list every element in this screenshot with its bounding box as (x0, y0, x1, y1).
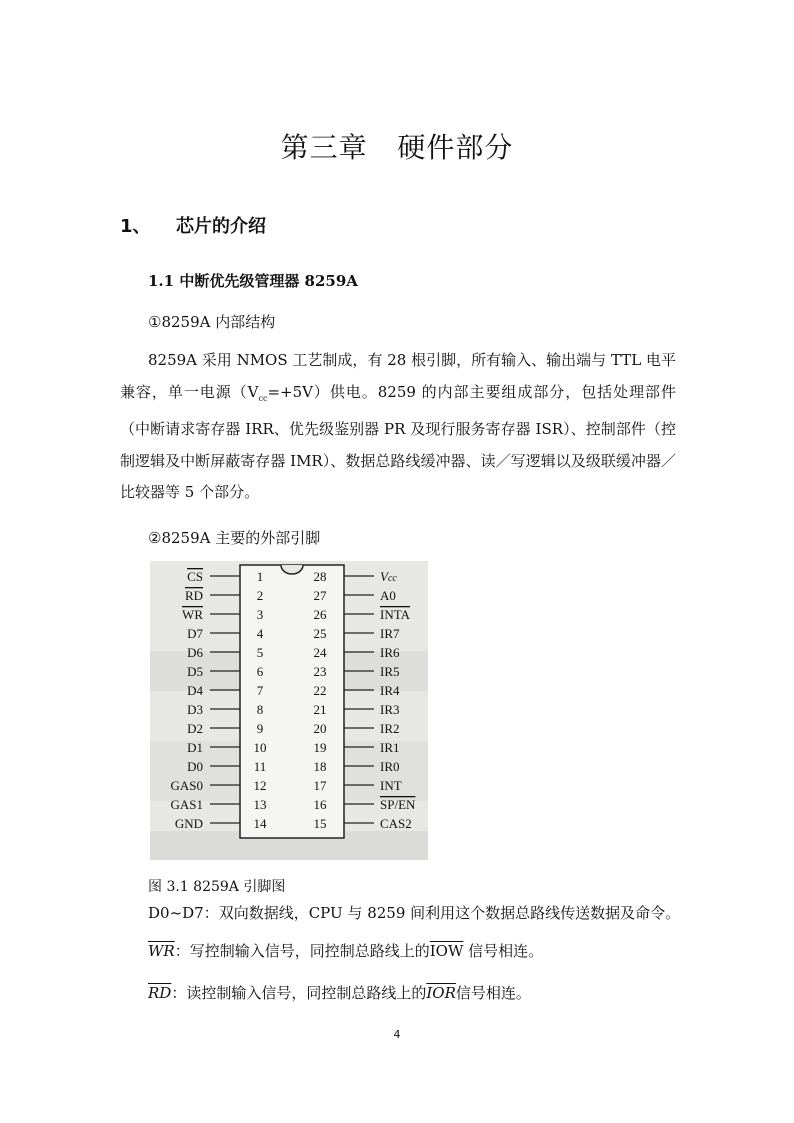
pin-number: 15 (313, 816, 327, 831)
pin-number: 4 (256, 626, 264, 641)
pin-name: D5 (187, 664, 203, 679)
item2-heading: ②8259A 主要的外部引脚 (148, 529, 321, 547)
pin-number: 14 (253, 816, 267, 831)
pin-number: 24 (313, 645, 327, 660)
pin-name: D3 (187, 702, 203, 717)
pin-number: 17 (313, 778, 327, 793)
rd-signal-name: $\overline{RD}$ (148, 984, 172, 1002)
iow-signal-name: $\overline{IOW}$ (429, 942, 464, 960)
pinout-figure (150, 561, 428, 860)
pin-name: Vcc (380, 569, 397, 584)
pin-number: 21 (313, 702, 327, 717)
pin-number: 1 (256, 569, 264, 584)
pin-name: IR1 (380, 740, 400, 755)
page-number: 4 (393, 1028, 401, 1041)
pin-name: SP/EN (380, 797, 416, 812)
pin-name: IR6 (380, 645, 400, 660)
pin-name: CS (187, 569, 203, 584)
pin-name: IR0 (380, 759, 400, 774)
pin-number: 20 (313, 721, 327, 736)
desc-data-lines: D0~D7：双向数据线，CPU 与 8259 间利用这个数据总路线传送数据及命令。 (148, 904, 681, 922)
pin-number: 18 (313, 759, 327, 774)
pin-number: 7 (256, 683, 264, 698)
pin-number: 13 (253, 797, 267, 812)
pin-number: 3 (256, 607, 264, 622)
pin-name: CAS2 (380, 816, 412, 831)
pin-number: 2 (256, 588, 264, 603)
structure-paragraph: 8259A 采用 NMOS 工艺制成，有 28 根引脚，所有输入、输出端与 TTL 电平兼容，单一电源$(V_{cc}=+5V)$供电。8259 的内部主要组成部分，包括处理部件（中断请求寄存器 IRR、优先级鉴别器 PR 及现行服务寄存器 ISR）、控制部件（控制逻辑及中断屏蔽寄存器 IMR）、数据总路线缓冲器、读／写逻辑以及级联缓冲器／比较器等 5 个部分。 (120, 351, 676, 501)
pin-number: 19 (313, 740, 327, 755)
subsection-title: 1.1 中断优先级管理器 8259A (148, 272, 358, 290)
section-number: 1、 (120, 216, 151, 237)
pin-name: GND (174, 816, 203, 831)
pin-name: IR5 (380, 664, 400, 679)
pin-number: 22 (313, 683, 327, 698)
pin-number: 26 (313, 607, 327, 622)
pin-name: IR4 (380, 683, 400, 698)
pin-number: 12 (253, 778, 267, 793)
pin-number: 16 (313, 797, 327, 812)
pin-name: GAS1 (170, 797, 203, 812)
pin-number: 28 (313, 569, 327, 584)
pin-name: RD (184, 588, 203, 603)
pin-name: D6 (187, 645, 203, 660)
ior-signal-name: $\overline{IOR}$ (426, 984, 456, 1002)
pin-name: D7 (187, 626, 203, 641)
pin-name: D1 (187, 740, 203, 755)
pin-name: D2 (187, 721, 203, 736)
pin-number: 25 (313, 626, 327, 641)
pin-number: 6 (256, 664, 264, 679)
pin-number: 27 (313, 588, 327, 603)
pinout-diagram (150, 561, 428, 860)
pin-name: INT (380, 778, 402, 793)
pin-number: 10 (253, 740, 267, 755)
desc-wr-signal: $\overline{WR}$：写控制输入信号，同控制总路线上的$\overline{IOW}$ 信号相连。 (148, 942, 544, 960)
section-title: 芯片的介绍 (176, 216, 266, 237)
pin-number: 9 (256, 721, 264, 736)
pin-number: 11 (253, 759, 267, 774)
pin-number: 8 (256, 702, 264, 717)
item1-heading: ①8259A 内部结构 (148, 313, 276, 331)
pin-name: IR3 (380, 702, 400, 717)
chapter-title: 第三章 硬件部分 (280, 131, 514, 164)
pin-name: IR2 (380, 721, 400, 736)
pin-number: 23 (313, 664, 327, 679)
desc-rd-signal: $\overline{RD}$：读控制输入信号，同控制总路线上的$\overline{IOR}$信号相连。 (148, 984, 531, 1002)
pin-name: D0 (187, 759, 203, 774)
figure-caption: 图 3.1 8259A 引脚图 (148, 879, 286, 895)
pin-name: INTA (380, 607, 411, 622)
pin-name: WR (182, 607, 203, 622)
pin-name: A0 (380, 588, 396, 603)
pin-number: 5 (256, 645, 264, 660)
pin-name: IR7 (380, 626, 400, 641)
wr-signal-name: $\overline{WR}$ (148, 942, 175, 960)
pin-name: D4 (187, 683, 203, 698)
pin-name: GAS0 (170, 778, 203, 793)
